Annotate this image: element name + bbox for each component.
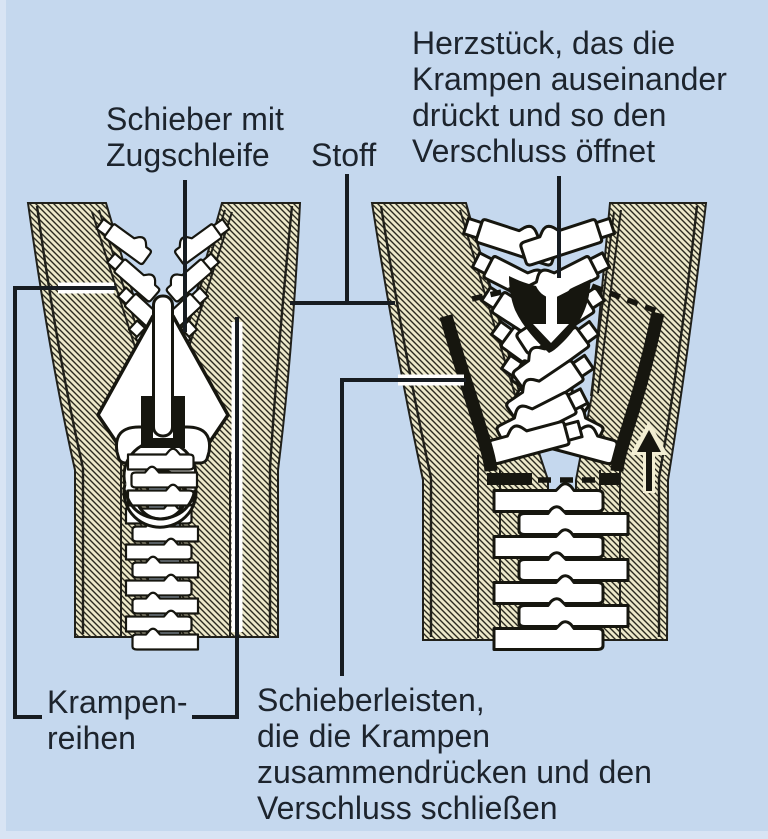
label-herzstueck-line1: Herzstück, das die <box>412 25 676 61</box>
edge-strip-bottom <box>0 831 768 839</box>
pull-strap <box>154 296 173 436</box>
label-krampenreihen-line1: Krampen- <box>47 684 188 720</box>
label-herzstueck <box>412 25 727 169</box>
label-krampenreihen-line2: reihen <box>47 720 136 756</box>
label-schieberleisten <box>257 682 652 826</box>
label-schieberleisten-line3: zusammendrücken und den <box>257 754 652 790</box>
label-schieberleisten-line4: Verschluss schließen <box>257 790 558 826</box>
label-schieber-line2: Zugschleife <box>106 137 270 173</box>
label-schieberleisten-line2: die die Krampen <box>257 718 491 754</box>
label-schieber-line1: Schieber mit <box>106 101 284 137</box>
label-krampenreihen <box>47 684 188 756</box>
label-herzstueck-line3: drückt und so den <box>412 97 667 133</box>
edge-strip-left <box>0 0 6 839</box>
label-herzstueck-line4: Verschluss öffnet <box>412 133 656 169</box>
label-herzstueck-line2: Krampen auseinander <box>412 61 727 97</box>
label-schieberleisten-line1: Schieberleisten, <box>257 682 485 718</box>
label-schieber <box>106 101 284 173</box>
zipper-inside-view <box>372 203 706 650</box>
label-stoff: Stoff <box>311 137 377 173</box>
